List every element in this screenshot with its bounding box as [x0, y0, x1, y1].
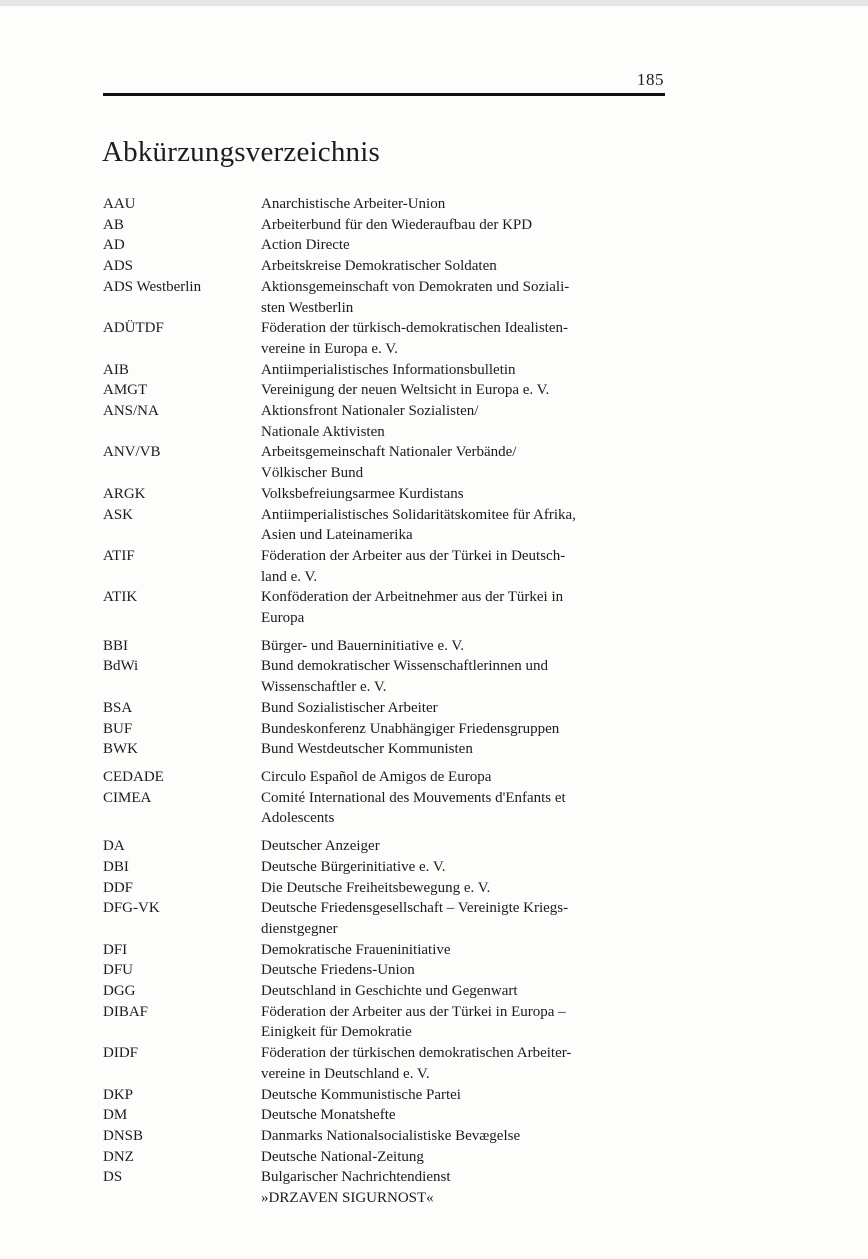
abbreviation-entry	[103, 767, 673, 788]
abbreviation-definition: Föderation der Arbeiter aus der Türkei in Europa – Einigkeit für Demokratie	[261, 1003, 566, 1041]
abbreviation-definition: Föderation der Arbeiter aus der Türkei in Deutsch- land e. V.	[261, 547, 566, 585]
abbreviation-definition: Deutsche Monatshefte	[261, 1107, 396, 1124]
abbreviation-term: DM	[103, 1107, 128, 1124]
abbreviation-definition: Volksbefreiungsarmee Kurdistans	[261, 485, 464, 502]
abbreviation-definition: Arbeitsgemeinschaft Nationaler Verbände/ Völkischer Bund	[261, 444, 517, 482]
abbreviation-term: DS	[103, 1169, 123, 1186]
abbreviation-definition: Antiimperialistisches Informationsbulletin	[261, 361, 516, 378]
abbreviation-entry	[103, 656, 673, 697]
abbreviation-definition: Bund Westdeutscher Kommunisten	[261, 741, 473, 758]
abbreviation-definition: Konföderation der Arbeitnehmer aus der Türkei in Europa	[261, 589, 564, 627]
abbreviation-term: ADS	[103, 258, 134, 275]
abbreviation-definition: Anarchistische Arbeiter-Union	[261, 196, 446, 212]
abbreviation-term: ATIK	[103, 589, 138, 606]
abbreviation-term: DDF	[103, 879, 134, 896]
abbreviation-entry	[103, 1105, 673, 1126]
abbreviation-definition: Bürger- und Bauerninitiative e. V.	[261, 637, 464, 654]
abbreviation-entry	[103, 698, 673, 719]
abbreviation-term: ASK	[103, 506, 134, 523]
abbreviation-entry	[103, 739, 673, 760]
abbreviation-term: DBI	[103, 858, 129, 875]
abbreviation-entry	[103, 277, 673, 318]
abbreviation-term: BBI	[103, 637, 129, 654]
abbreviation-term: DFG-VK	[103, 900, 160, 917]
abbreviation-entry	[103, 1167, 673, 1208]
abbreviation-entry	[103, 940, 673, 961]
abbreviation-definition: Deutsche Friedens-Union	[261, 962, 415, 979]
abbreviation-term: DA	[103, 838, 125, 855]
abbreviation-term: DFI	[103, 941, 128, 958]
abbreviation-entry	[103, 587, 673, 628]
page-title: Abkürzungsverzeichnis	[102, 136, 381, 168]
abbreviation-term: CIMEA	[103, 789, 152, 806]
abbreviation-entry	[103, 256, 673, 277]
abbreviation-definition: Föderation der türkischen demokratischen Arbeiter- vereine in Deutschland e. V.	[261, 1045, 572, 1082]
abbreviation-entry	[103, 442, 673, 483]
abbreviation-definition: Demokratische Fraueninitiative	[261, 941, 451, 958]
abbreviation-definition: Arbeiterbund für den Wiederaufbau der KPD	[261, 216, 533, 233]
abbreviation-entry	[103, 1126, 673, 1147]
abbreviation-entry	[103, 788, 673, 829]
abbreviation-term: DIDF	[103, 1045, 139, 1062]
abbreviation-definition: Deutsche National-Zeitung	[261, 1148, 424, 1165]
abbreviation-entry	[103, 878, 673, 899]
abbreviation-entry	[103, 960, 673, 981]
abbreviation-term: CEDADE	[103, 768, 164, 785]
abbreviation-term: DNZ	[103, 1148, 134, 1165]
abbreviation-term: BdWi	[103, 658, 139, 675]
abbreviation-entry	[103, 1002, 673, 1043]
abbreviation-term: BWK	[103, 741, 138, 758]
abbreviation-entry	[103, 1043, 673, 1084]
abbreviation-term: ADS Westberlin	[103, 278, 202, 295]
abbreviation-definition: Aktionsfront Nationaler Sozialisten/ Nationale Aktivisten	[261, 403, 479, 440]
abbreviation-definition: Deutsche Kommunistische Partei	[261, 1086, 461, 1103]
abbreviation-definition: Action Directe	[261, 237, 350, 254]
abbreviation-term: DFU	[103, 962, 134, 979]
abbreviation-term: AB	[103, 216, 124, 233]
abbreviation-definition: Aktionsgemeinschaft von Demokraten und Soziali- sten Westberlin	[261, 278, 570, 316]
abbreviation-definition: Föderation der türkisch-demokratischen Idealisten- vereine in Europa e. V.	[261, 320, 568, 357]
abbreviation-definition: Vereinigung der neuen Weltsicht in Europa e. V.	[261, 382, 550, 399]
abbreviation-term: DGG	[103, 983, 136, 1000]
abbreviation-definition: Bund demokratischer Wissenschaftlerinnen und Wissenschaftler e. V.	[261, 658, 548, 696]
abbreviation-term: AAU	[103, 196, 136, 212]
abbreviation-definition: Deutschland in Geschichte und Gegenwart	[261, 983, 518, 1000]
abbreviation-definition: Deutsche Friedensgesellschaft – Vereinigte Kriegs- dienstgegner	[261, 900, 569, 937]
abbreviation-entry	[103, 505, 673, 546]
abbreviation-term: DIBAF	[103, 1003, 149, 1020]
abbreviation-entry	[103, 1147, 673, 1168]
abbreviation-term: BUF	[103, 720, 133, 737]
abbreviation-term: ANV/VB	[103, 444, 161, 461]
abbreviation-definition: Danmarks Nationalsocialistiske Bevægelse	[261, 1127, 521, 1144]
abbreviation-term: ATIF	[103, 547, 135, 564]
abbreviation-entry	[103, 215, 673, 236]
abbreviation-entry	[103, 360, 673, 381]
header-rule	[103, 93, 665, 96]
abbreviation-definition: Circulo Español de Amigos de Europa	[261, 768, 492, 785]
scan-top-edge	[0, 0, 868, 6]
abbreviation-term: ADÜTDF	[103, 320, 164, 337]
abbreviation-term: AIB	[103, 361, 129, 378]
abbreviation-entry	[103, 1085, 673, 1106]
abbreviation-entry	[103, 546, 673, 587]
abbreviation-definition: Antiimperialistisches Solidaritätskomitee für Afrika, Asien und Lateinamerika	[261, 506, 576, 544]
abbreviation-entry	[103, 380, 673, 401]
abbreviation-term: DKP	[103, 1086, 134, 1103]
abbreviation-definition: Comité International des Mouvements d'Enfants et Adolescents	[261, 789, 566, 827]
abbreviation-term: DNSB	[103, 1127, 144, 1144]
abbreviation-definition: Bulgarischer Nachrichtendienst »DRZAVEN SIGURNOST«	[261, 1169, 451, 1207]
page-number: 185	[637, 70, 664, 89]
abbreviation-term: AD	[103, 237, 125, 254]
abbreviation-term: BSA	[103, 699, 133, 716]
abbreviation-entry	[103, 719, 673, 740]
abbreviation-entry	[103, 836, 673, 857]
abbreviation-entry	[103, 981, 673, 1002]
abbreviation-definition: Bundeskonferenz Unabhängiger Friedensgruppen	[261, 720, 560, 737]
abbreviation-entry	[103, 898, 673, 939]
abbreviation-definition: Deutscher Anzeiger	[261, 838, 380, 855]
abbreviation-entry	[103, 636, 673, 657]
abbreviation-entry	[103, 235, 673, 256]
abbreviation-definition: Bund Sozialistischer Arbeiter	[261, 699, 438, 716]
abbreviation-definition: Die Deutsche Freiheitsbewegung e. V.	[261, 879, 491, 896]
abbreviation-entry	[103, 401, 673, 442]
abbreviation-definition: Arbeitskreise Demokratischer Soldaten	[261, 258, 497, 275]
abbreviation-entry	[103, 194, 673, 215]
abbreviation-list	[103, 194, 673, 1209]
abbreviation-entry	[103, 318, 673, 359]
abbreviation-entry	[103, 484, 673, 505]
abbreviation-definition: Deutsche Bürgerinitiative e. V.	[261, 858, 446, 875]
abbreviation-term: AMGT	[103, 382, 148, 399]
abbreviation-term: ANS/NA	[103, 403, 159, 420]
abbreviation-entry	[103, 857, 673, 878]
abbreviation-term: ARGK	[103, 485, 146, 502]
